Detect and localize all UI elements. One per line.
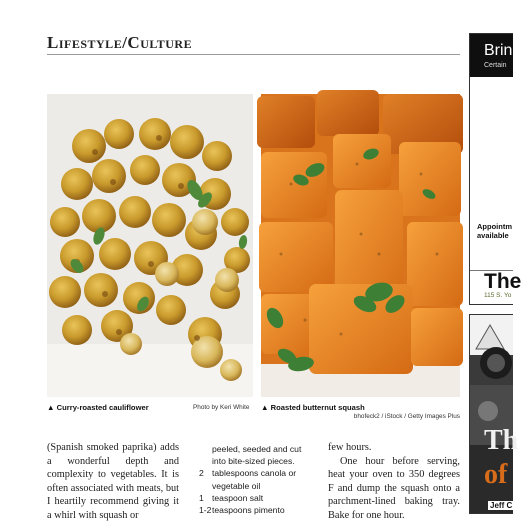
caption-right [261, 403, 365, 412]
ingredient-text: peeled, seeded and cut [212, 444, 302, 454]
ingredient-line [199, 504, 314, 516]
article-paragraph: One hour before serving, heat your oven to 350 degrees F and dump the squash onto a parchment-lined baking tray. Bake for one hour. [328, 455, 460, 521]
ad-subline: Certain [484, 62, 507, 69]
ingredient-text: teaspoon salt [212, 492, 264, 503]
ingredient-qty [199, 480, 212, 492]
caption-left [47, 403, 149, 412]
article-column-3 [328, 441, 460, 523]
ad-body-line: Appointm [477, 222, 512, 231]
triangle-marker-icon: ▲ [47, 403, 55, 412]
caption-right-text: Roasted butternut squash [270, 403, 365, 412]
ingredient-line [199, 492, 314, 504]
squash-photo [261, 94, 460, 397]
ad-body-line: available [477, 231, 509, 240]
ingredient-line [199, 480, 314, 492]
advertisement-top[interactable] [469, 33, 521, 305]
ingredient-text: into bite-sized pieces. [212, 456, 295, 467]
article-paragraph: few hours. [328, 442, 372, 453]
ad-footer-title: The [484, 270, 521, 293]
ad-footer-address: 115 S. Yo [484, 292, 512, 299]
article-paragraph: (Spanish smoked paprika) adds a wonderful depth and complexity to vegetables. It is often associated with meats, but I heartily recommend giving it a whirl with squash or [47, 442, 179, 521]
ingredient-qty: 2 [199, 468, 204, 479]
ingredient-text: vegetable oil [212, 480, 261, 491]
advertisement-bottom[interactable] [469, 314, 519, 514]
ingredient-text: tablespoons canola or [212, 468, 297, 479]
ingredient-qty [199, 455, 212, 467]
credit-left: Photo by Keri White [193, 404, 250, 411]
section-title: Lifestyle/Culture [47, 33, 193, 52]
ingredient-line [199, 443, 314, 455]
ad-big-word: of [484, 459, 508, 490]
cauliflower-photo [47, 94, 253, 397]
ad-name: Jeff C [490, 501, 513, 510]
ingredient-line [199, 467, 314, 479]
ingredient-qty [199, 443, 212, 455]
ingredient-text: teaspoons pimento [212, 505, 285, 516]
ingredient-list [199, 443, 314, 516]
article-column-1 [47, 441, 179, 523]
ad-big-word: Th [484, 425, 519, 456]
triangle-marker-icon: ▲ [261, 403, 269, 412]
ingredient-qty: 1 [199, 492, 204, 503]
credit-right: bhofeck2 / iStock / Getty Images Plus [353, 413, 460, 420]
ingredient-qty: 1-2 [199, 505, 212, 516]
ad-headline: Brin [484, 42, 513, 59]
section-divider [47, 54, 460, 55]
caption-left-text: Curry-roasted cauliflower [56, 403, 149, 412]
ingredient-line [199, 455, 314, 467]
